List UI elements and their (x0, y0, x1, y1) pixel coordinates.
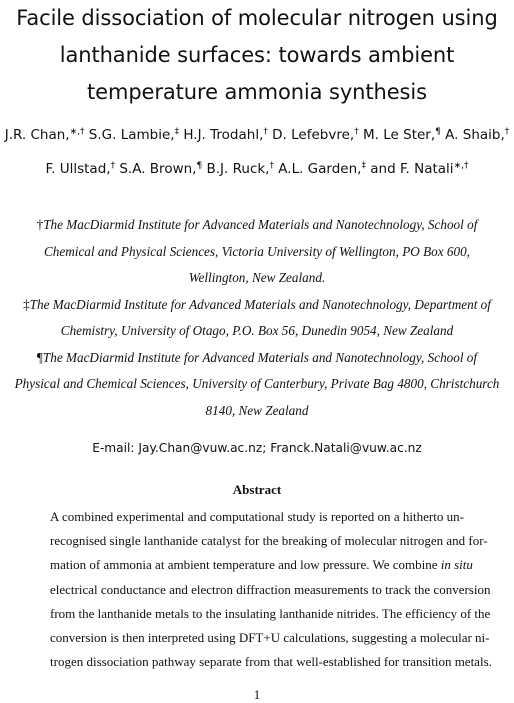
abstract-emphasis: in situ (440, 557, 473, 573)
author-affiliation-mark: ∗,† (69, 127, 85, 137)
affiliation-line (0, 212, 514, 239)
abstract-line: trogen dissociation pathway separate from that well-established for transition metals. (50, 654, 492, 670)
affiliation-line (0, 265, 514, 292)
author-affiliation-mark: ¶ (435, 127, 441, 137)
affiliation-line (0, 318, 514, 345)
author-affiliation-mark: † (110, 161, 116, 171)
author-name: and F. Natali (370, 161, 454, 177)
author-affiliation-mark: ‡ (361, 161, 366, 171)
affiliation-text: Physical and Chemical Sciences, University of Canterbury, Private Bag 4800, Christchurch (14, 376, 500, 391)
affiliation-line (0, 292, 514, 319)
author-affiliation-mark: ‡ (174, 127, 180, 137)
affiliation-mark: † (36, 217, 44, 232)
affiliation-text: The MacDiarmid Institute for Advanced Materials and Nanotechnology, School of (42, 349, 478, 365)
affiliation-text: The MacDiarmid Institute for Advanced Materials and Nanotechnology, Department of (29, 296, 491, 312)
author-name: J.R. Chan, (4, 127, 70, 143)
affiliation-line (0, 345, 514, 372)
affiliation-line (0, 371, 514, 398)
title-line: lanthanide surfaces: towards ambient (59, 43, 455, 67)
abstract-line: conversion is then interpreted using DFT+U calculations, suggesting a molecular ni- (50, 630, 490, 646)
abstract-body (50, 505, 492, 674)
author-line (0, 152, 514, 186)
affiliation-mark: ¶ (36, 349, 43, 365)
title-line: temperature ammonia synthesis (87, 80, 427, 104)
author-affiliation-mark: † (354, 127, 359, 137)
paper-title (0, 0, 514, 111)
author-name: M. Le Ster, (363, 127, 436, 143)
author-name: A.L. Garden, (278, 161, 362, 177)
author-name: B.J. Ruck, (206, 161, 270, 177)
author-line (0, 118, 514, 152)
email-line: E-mail: Jay.Chan@vuw.ac.nz; Franck.Natali@vuw.ac.nz (92, 441, 422, 455)
abstract-line: recognised single lanthanide catalyst for the breaking of molecular nitrogen and for- (50, 533, 488, 549)
affiliation-text: 8140, New Zealand (205, 402, 309, 418)
author-name: A. Shaib, (445, 127, 505, 143)
affiliations (0, 212, 514, 424)
affiliation-text: Wellington, New Zealand. (188, 270, 326, 285)
author-name: S.G. Lambie, (88, 127, 175, 143)
abstract-line: electrical conductance and electron diffraction measurements to track the conversion (50, 581, 491, 597)
author-affiliation-mark: ∗,† (453, 161, 469, 171)
author-affiliation-mark: † (263, 127, 268, 137)
author-affiliation-mark: ¶ (196, 161, 203, 171)
abstract-line: A combined experimental and computational study is reported on a hitherto un- (50, 509, 464, 524)
author-list (0, 118, 514, 186)
author-name: D. Lefebvre, (272, 127, 355, 143)
abstract-line: from the lanthanide metals to the insulating lanthanide nitrides. The efficiency of the (50, 605, 491, 621)
affiliation-line (0, 398, 514, 425)
author-affiliation-mark: † (269, 161, 274, 171)
abstract-heading: Abstract (232, 482, 282, 497)
author-name: S.A. Brown, (119, 161, 197, 177)
affiliation-mark: ‡ (23, 296, 30, 312)
affiliation-line (0, 239, 514, 266)
title-line: Facile dissociation of molecular nitrogen using (16, 6, 498, 30)
abstract-line: mation of ammonia at ambient temperature and low pressure. We combine in situ (50, 557, 473, 573)
author-name: H.J. Trodahl, (183, 127, 264, 143)
affiliation-text: The MacDiarmid Institute for Advanced Materials and Nanotechnology, School of (43, 217, 478, 232)
page-number: 1 (253, 687, 261, 702)
affiliation-text: Chemical and Physical Sciences, Victoria University of Wellington, PO Box 600, (44, 243, 470, 259)
affiliation-text: Chemistry, University of Otago, P.O. Box 56, Dunedin 9054, New Zealand (60, 323, 454, 338)
author-affiliation-mark: † (504, 127, 510, 137)
author-name: F. Ullstad, (45, 161, 111, 177)
